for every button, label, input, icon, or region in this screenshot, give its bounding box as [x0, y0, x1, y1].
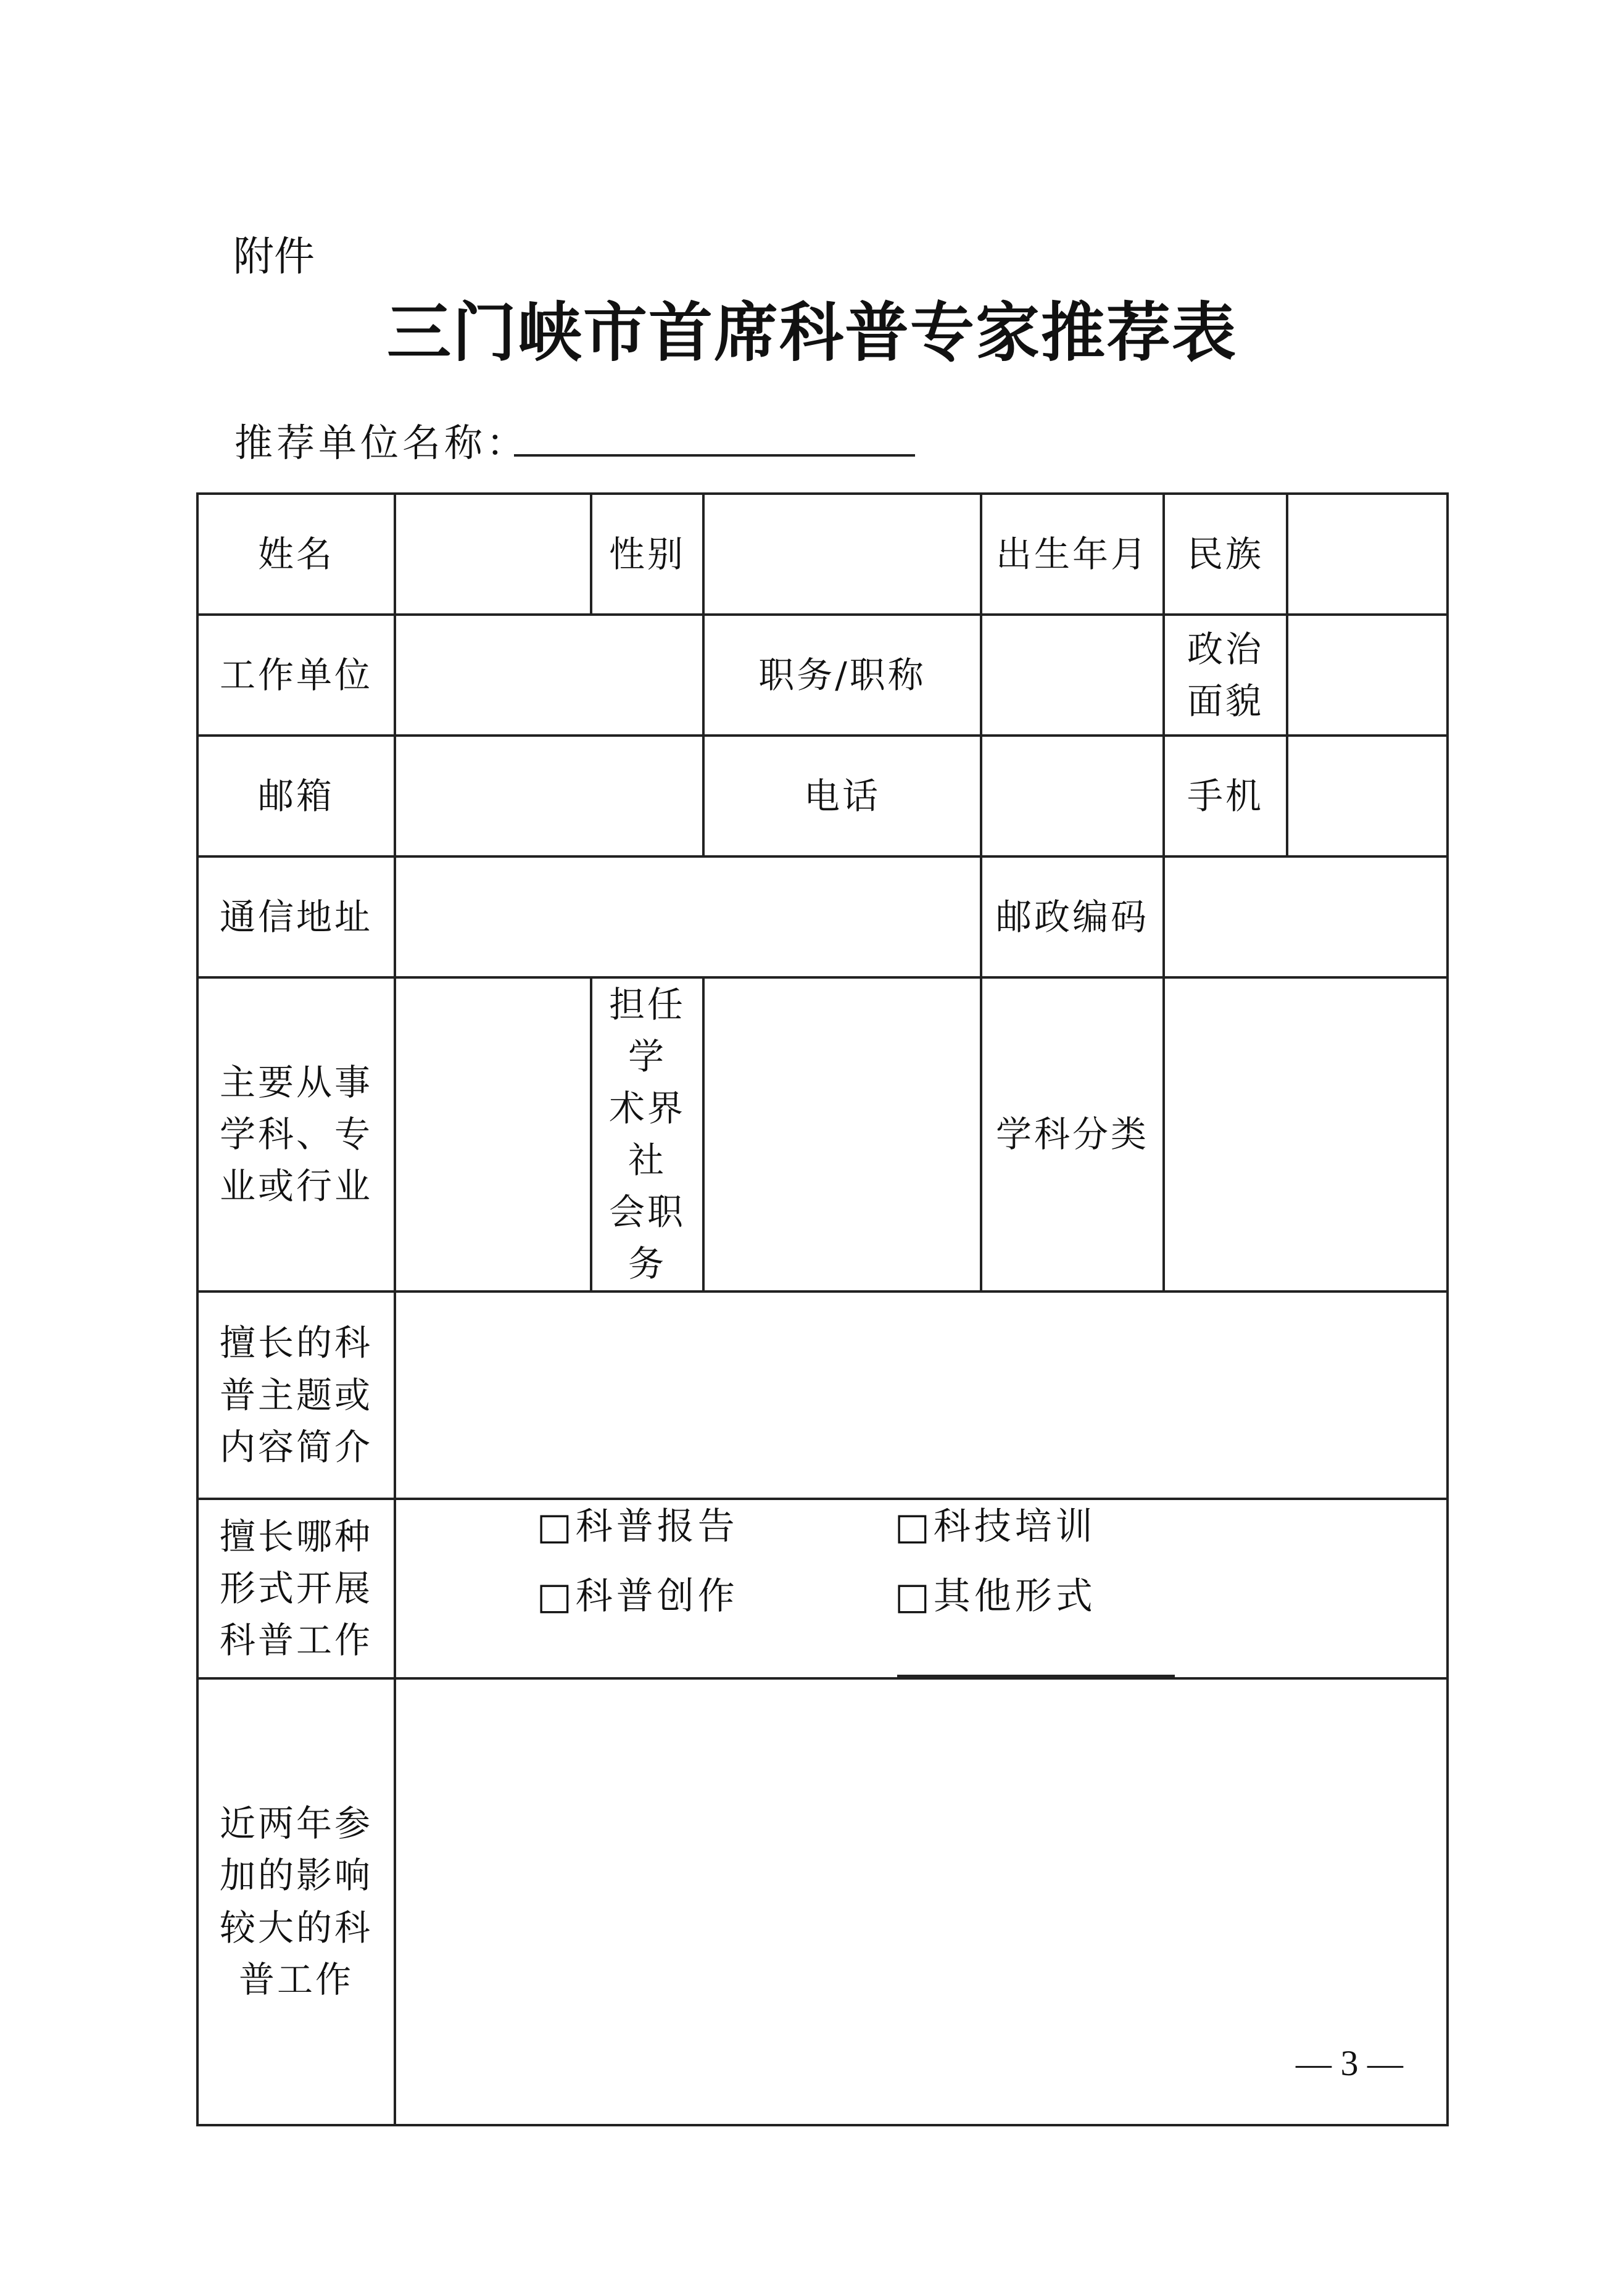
checkbox-popular-science-creation[interactable]: □科普创作 [537, 1574, 739, 1618]
checkbox-other-form[interactable] [895, 1570, 1364, 1677]
recent-work-line-3: 较大的科 [219, 1906, 373, 1949]
mobile-label: 手机 [1164, 736, 1287, 856]
checkbox-technical-training[interactable]: □科技培训 [895, 1504, 1096, 1548]
activity-form-label [197, 1499, 395, 1678]
academic-society-field[interactable] [703, 977, 981, 1291]
gender-label: 性别 [591, 494, 703, 615]
workplace-field[interactable] [395, 615, 703, 736]
recommend-unit-label: 推荐单位名称： [234, 420, 529, 465]
ethnicity-label: 民族 [1164, 494, 1287, 615]
email-label: 邮箱 [197, 736, 395, 856]
name-field[interactable] [395, 494, 591, 615]
recent-work-line-2: 加的影响 [219, 1854, 373, 1897]
recent-work-line-4: 普工作 [238, 1958, 354, 2000]
address-label: 通信地址 [197, 856, 395, 977]
email-field[interactable] [395, 736, 703, 856]
address-field[interactable] [395, 856, 981, 977]
recent-work-field[interactable] [395, 1678, 1448, 2125]
academic-society-line-2: 术界社 [608, 1087, 686, 1182]
phone-field[interactable] [981, 736, 1164, 856]
field-of-work-label [197, 977, 395, 1291]
attachment-label: 附件 [233, 233, 315, 280]
position-field[interactable] [981, 615, 1164, 736]
political-status-line-1: 政治 [1187, 628, 1264, 670]
activity-form-options [395, 1499, 1448, 1678]
page-number: — 3 — [1296, 2043, 1403, 2083]
name-label: 姓名 [197, 494, 395, 615]
political-status-label [1164, 615, 1287, 736]
activity-form-line-3: 科普工作 [219, 1619, 373, 1662]
topic-line-2: 普主题或 [219, 1374, 373, 1416]
subject-category-label: 学科分类 [981, 977, 1164, 1291]
topic-label [197, 1291, 395, 1499]
academic-society-label [591, 977, 703, 1291]
field-of-work-line-1: 主要从事 [219, 1061, 373, 1104]
recent-work-line-1: 近两年参 [219, 1802, 373, 1845]
ethnicity-field[interactable] [1287, 494, 1448, 615]
recent-work-label [197, 1678, 395, 2125]
phone-label: 电话 [703, 736, 981, 856]
political-status-field[interactable] [1287, 615, 1448, 736]
checkbox-other-form-label: □其他形式 [895, 1574, 1096, 1618]
academic-society-line-1: 担任学 [608, 984, 686, 1078]
academic-society-line-3: 会职务 [608, 1191, 686, 1285]
postcode-label: 邮政编码 [981, 856, 1164, 977]
topic-line-3: 内容简介 [219, 1425, 373, 1468]
field-of-work-line-3: 业或行业 [219, 1165, 373, 1208]
other-form-input-line[interactable] [897, 1675, 1175, 1677]
subject-category-field[interactable] [1164, 977, 1448, 1291]
field-of-work-line-2: 学科、专 [219, 1113, 373, 1156]
recommendation-form-table [196, 492, 1449, 2126]
checkbox-popular-science-report[interactable]: □科普报告 [537, 1504, 739, 1548]
recommend-unit-input-line[interactable] [514, 454, 915, 457]
postcode-field[interactable] [1164, 856, 1448, 977]
political-status-line-2: 面貌 [1187, 680, 1264, 722]
activity-form-line-1: 擅长哪种 [219, 1515, 373, 1557]
topic-field[interactable] [395, 1291, 1448, 1499]
position-label: 职务/职称 [703, 615, 981, 736]
topic-line-1: 擅长的科 [219, 1322, 373, 1364]
activity-form-line-2: 形式开展 [219, 1567, 373, 1610]
form-title: 三门峡市首席科普专家推荐表 [386, 294, 1237, 370]
workplace-label: 工作单位 [197, 615, 395, 736]
field-of-work-field[interactable] [395, 977, 591, 1291]
birth-label: 出生年月 [981, 494, 1164, 615]
mobile-field[interactable] [1287, 736, 1448, 856]
gender-field[interactable] [703, 494, 981, 615]
